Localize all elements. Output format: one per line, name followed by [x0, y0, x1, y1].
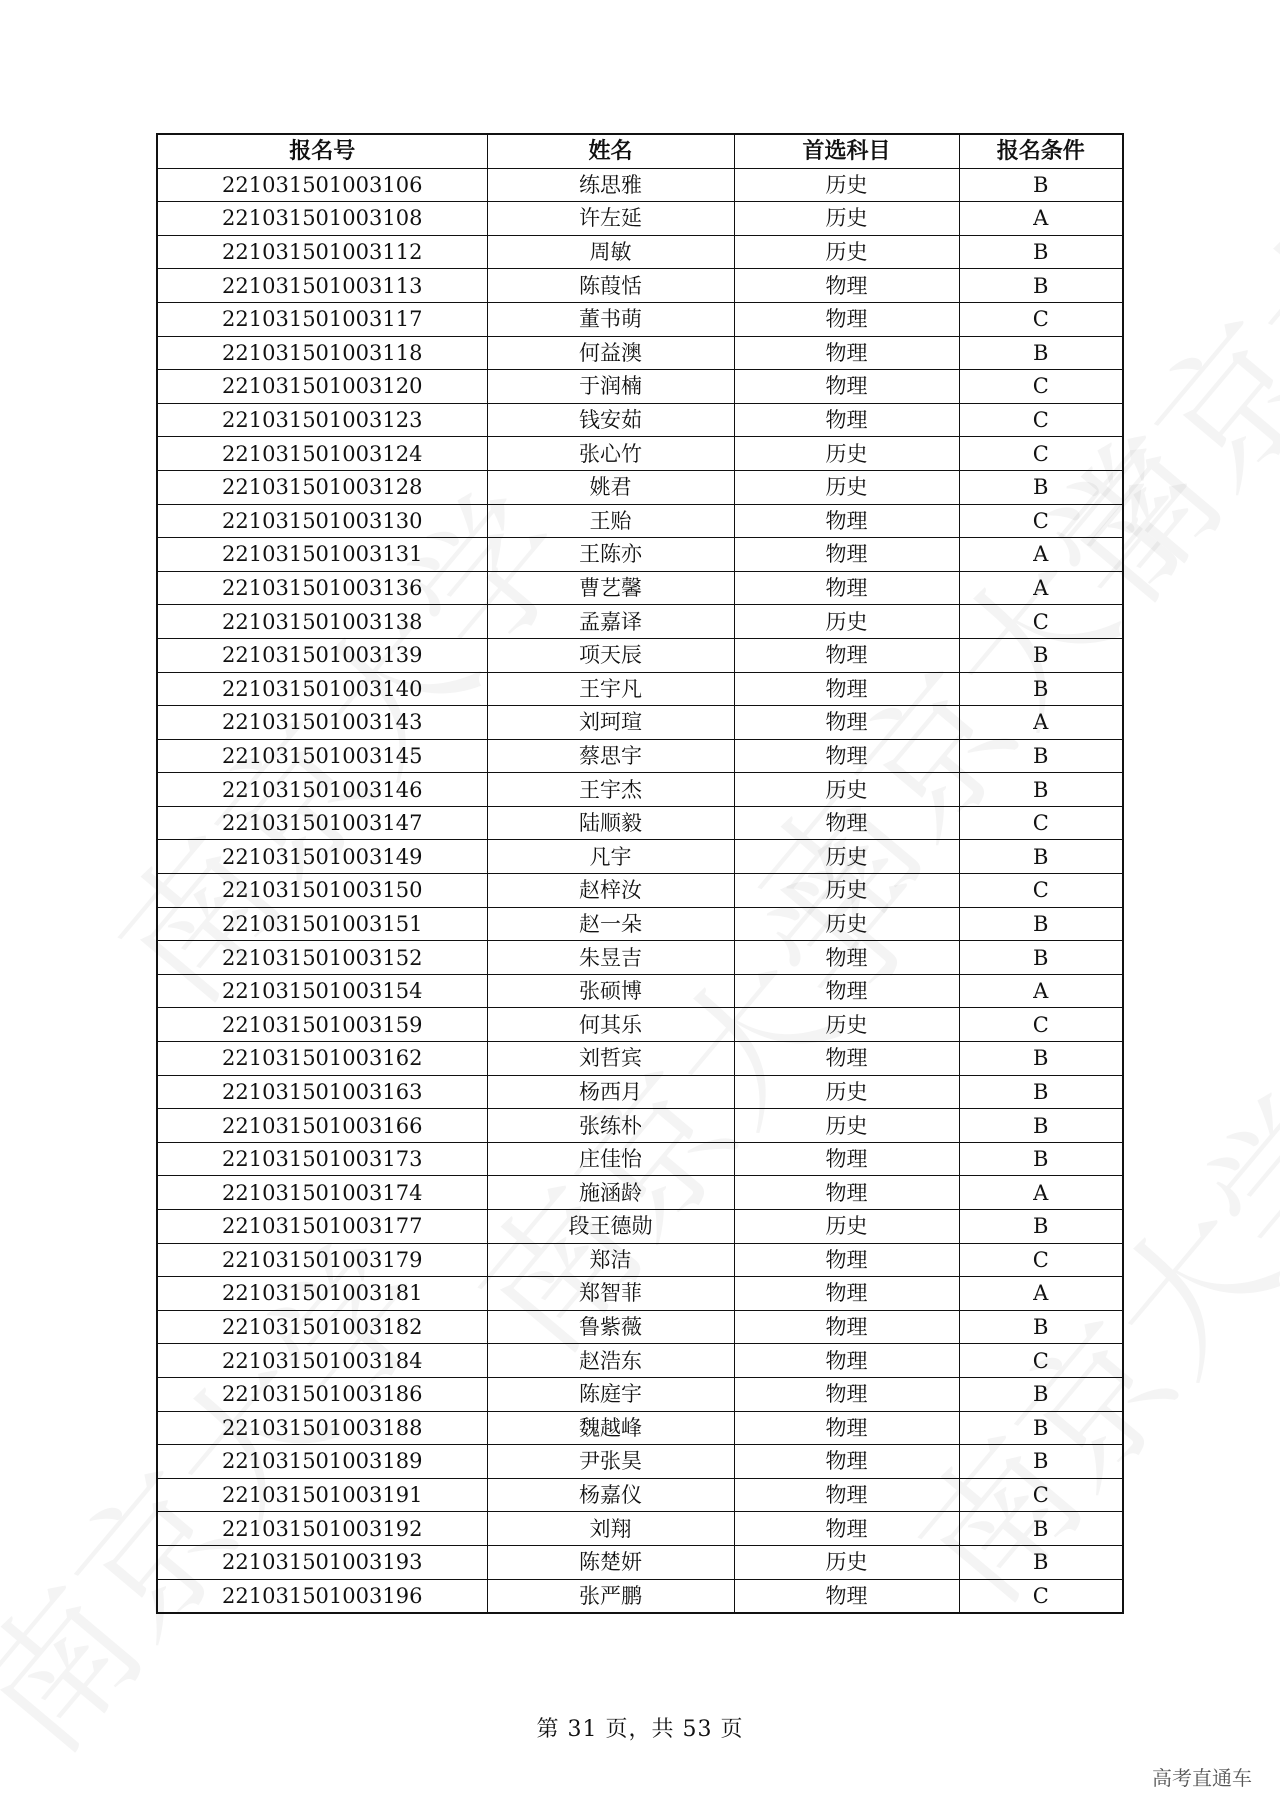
registration-condition-cell: B [959, 1310, 1123, 1344]
table-row [157, 538, 1123, 572]
registration-number-cell: 221031501003184 [157, 1344, 487, 1378]
table-row [157, 235, 1123, 269]
registration-number-cell: 221031501003140 [157, 672, 487, 706]
registration-condition-cell: A [959, 538, 1123, 572]
registration-number-cell: 221031501003188 [157, 1411, 487, 1445]
table-row [157, 773, 1123, 807]
registration-number-cell: 221031501003186 [157, 1377, 487, 1411]
registration-number-cell: 221031501003120 [157, 370, 487, 404]
registration-number-cell: 221031501003179 [157, 1243, 487, 1277]
registration-number-cell: 221031501003128 [157, 470, 487, 504]
table-row [157, 1579, 1123, 1613]
table-row [157, 437, 1123, 471]
table-row [157, 706, 1123, 740]
primary-subject-cell: 物理 [734, 1445, 959, 1479]
primary-subject-cell: 历史 [734, 874, 959, 908]
registration-number-cell: 221031501003193 [157, 1545, 487, 1579]
registration-number-cell: 221031501003143 [157, 706, 487, 740]
registration-condition-cell: B [959, 1545, 1123, 1579]
table-row [157, 403, 1123, 437]
name-cell: 施涵龄 [487, 1176, 734, 1210]
name-cell: 陈葭恬 [487, 269, 734, 303]
table-row [157, 168, 1123, 202]
registration-number-cell: 221031501003177 [157, 1210, 487, 1244]
name-cell: 于润楠 [487, 370, 734, 404]
primary-subject-cell: 物理 [734, 941, 959, 975]
registration-number-cell: 221031501003182 [157, 1310, 487, 1344]
registration-number-cell: 221031501003145 [157, 739, 487, 773]
name-cell: 张严鹏 [487, 1579, 734, 1613]
table-row [157, 1310, 1123, 1344]
name-cell: 赵一朵 [487, 907, 734, 941]
name-cell: 张心竹 [487, 437, 734, 471]
table-row [157, 1176, 1123, 1210]
primary-subject-cell: 历史 [734, 470, 959, 504]
registration-number-cell: 221031501003152 [157, 941, 487, 975]
registration-number-cell: 221031501003173 [157, 1142, 487, 1176]
table-row [157, 1445, 1123, 1479]
registration-condition-cell: A [959, 571, 1123, 605]
registration-number-cell: 221031501003130 [157, 504, 487, 538]
primary-subject-cell: 物理 [734, 1377, 959, 1411]
registration-condition-cell: C [959, 1579, 1123, 1613]
table-row [157, 605, 1123, 639]
table-row [157, 1008, 1123, 1042]
name-cell: 段王德勋 [487, 1210, 734, 1244]
registration-condition-cell: B [959, 470, 1123, 504]
table-row [157, 1377, 1123, 1411]
registration-number-cell: 221031501003149 [157, 840, 487, 874]
primary-subject-cell: 物理 [734, 336, 959, 370]
registration-condition-cell: B [959, 840, 1123, 874]
registration-number-cell: 221031501003136 [157, 571, 487, 605]
name-cell: 王宇凡 [487, 672, 734, 706]
name-cell: 蔡思宇 [487, 739, 734, 773]
registration-number-cell: 221031501003163 [157, 1075, 487, 1109]
name-cell: 庄佳怡 [487, 1142, 734, 1176]
registration-condition-cell: B [959, 1109, 1123, 1143]
primary-subject-cell: 历史 [734, 235, 959, 269]
primary-subject-cell: 物理 [734, 1411, 959, 1445]
table-row [157, 1411, 1123, 1445]
primary-subject-cell: 历史 [734, 1075, 959, 1109]
primary-subject-cell: 历史 [734, 437, 959, 471]
primary-subject-cell: 物理 [734, 706, 959, 740]
primary-subject-cell: 历史 [734, 1210, 959, 1244]
primary-subject-cell: 历史 [734, 1008, 959, 1042]
registration-number-cell: 221031501003138 [157, 605, 487, 639]
name-cell: 张练朴 [487, 1109, 734, 1143]
table-header-row [157, 134, 1123, 168]
registration-number-cell: 221031501003181 [157, 1277, 487, 1311]
primary-subject-cell: 历史 [734, 773, 959, 807]
primary-subject-cell: 物理 [734, 1512, 959, 1546]
table-row [157, 1277, 1123, 1311]
header-primary-subject: 首选科目 [734, 134, 959, 168]
registration-condition-cell: B [959, 336, 1123, 370]
primary-subject-cell: 物理 [734, 1478, 959, 1512]
table-row [157, 1344, 1123, 1378]
primary-subject-cell: 物理 [734, 571, 959, 605]
registration-number-cell: 221031501003159 [157, 1008, 487, 1042]
name-cell: 许左延 [487, 202, 734, 236]
table-row [157, 941, 1123, 975]
name-cell: 陈庭宇 [487, 1377, 734, 1411]
registration-condition-cell: B [959, 1411, 1123, 1445]
table-row [157, 1075, 1123, 1109]
registration-condition-cell: C [959, 1478, 1123, 1512]
registration-number-cell: 221031501003139 [157, 638, 487, 672]
registration-number-cell: 221031501003106 [157, 168, 487, 202]
header-name: 姓名 [487, 134, 734, 168]
table-row [157, 1243, 1123, 1277]
header-registration-number: 报名号 [157, 134, 487, 168]
primary-subject-cell: 物理 [734, 1042, 959, 1076]
registration-number-cell: 221031501003191 [157, 1478, 487, 1512]
registration-condition-cell: A [959, 1176, 1123, 1210]
name-cell: 王陈亦 [487, 538, 734, 572]
registration-number-cell: 221031501003196 [157, 1579, 487, 1613]
registration-condition-cell: C [959, 1008, 1123, 1042]
primary-subject-cell: 历史 [734, 840, 959, 874]
primary-subject-cell: 物理 [734, 538, 959, 572]
name-cell: 刘哲宾 [487, 1042, 734, 1076]
registration-condition-cell: B [959, 672, 1123, 706]
primary-subject-cell: 历史 [734, 1545, 959, 1579]
page-number: 第 31 页，共 53 页 [536, 1717, 744, 1742]
registration-number-cell: 221031501003146 [157, 773, 487, 807]
table-row [157, 1210, 1123, 1244]
table-row [157, 1545, 1123, 1579]
registration-condition-cell: B [959, 168, 1123, 202]
registration-condition-cell: A [959, 974, 1123, 1008]
registration-condition-cell: B [959, 1142, 1123, 1176]
registration-number-cell: 221031501003166 [157, 1109, 487, 1143]
name-cell: 周敏 [487, 235, 734, 269]
name-cell: 张硕博 [487, 974, 734, 1008]
table-row [157, 1109, 1123, 1143]
primary-subject-cell: 物理 [734, 638, 959, 672]
registration-condition-cell: B [959, 235, 1123, 269]
registration-number-cell: 221031501003108 [157, 202, 487, 236]
primary-subject-cell: 物理 [734, 1344, 959, 1378]
name-cell: 钱安茹 [487, 403, 734, 437]
table-row [157, 504, 1123, 538]
name-cell: 刘珂瑄 [487, 706, 734, 740]
primary-subject-cell: 物理 [734, 1277, 959, 1311]
name-cell: 郑智菲 [487, 1277, 734, 1311]
primary-subject-cell: 物理 [734, 370, 959, 404]
name-cell: 鲁紫薇 [487, 1310, 734, 1344]
table-row [157, 974, 1123, 1008]
registration-number-cell: 221031501003189 [157, 1445, 487, 1479]
registration-number-cell: 221031501003117 [157, 302, 487, 336]
primary-subject-cell: 物理 [734, 1579, 959, 1613]
registration-condition-cell: B [959, 638, 1123, 672]
table-row [157, 874, 1123, 908]
registration-number-cell: 221031501003131 [157, 538, 487, 572]
table-row [157, 1478, 1123, 1512]
registration-condition-cell: A [959, 706, 1123, 740]
registration-condition-cell: C [959, 437, 1123, 471]
registration-condition-cell: A [959, 202, 1123, 236]
name-cell: 王贻 [487, 504, 734, 538]
table-row [157, 672, 1123, 706]
registration-condition-cell: C [959, 504, 1123, 538]
registration-condition-cell: B [959, 907, 1123, 941]
table-row [157, 1042, 1123, 1076]
name-cell: 姚君 [487, 470, 734, 504]
primary-subject-cell: 历史 [734, 907, 959, 941]
primary-subject-cell: 物理 [734, 806, 959, 840]
name-cell: 陆顺毅 [487, 806, 734, 840]
table-row [157, 269, 1123, 303]
registration-number-cell: 221031501003151 [157, 907, 487, 941]
table-row [157, 1512, 1123, 1546]
registration-number-cell: 221031501003150 [157, 874, 487, 908]
name-cell: 王宇杰 [487, 773, 734, 807]
name-cell: 赵梓汝 [487, 874, 734, 908]
name-cell: 何其乐 [487, 1008, 734, 1042]
name-cell: 刘翔 [487, 1512, 734, 1546]
registration-condition-cell: C [959, 302, 1123, 336]
primary-subject-cell: 历史 [734, 202, 959, 236]
registration-condition-cell: C [959, 1344, 1123, 1378]
table-row [157, 806, 1123, 840]
name-cell: 董书萌 [487, 302, 734, 336]
registration-condition-cell: C [959, 1243, 1123, 1277]
name-cell: 赵浩东 [487, 1344, 734, 1378]
name-cell: 凡宇 [487, 840, 734, 874]
registration-condition-cell: A [959, 1277, 1123, 1311]
name-cell: 孟嘉译 [487, 605, 734, 639]
registration-condition-cell: B [959, 1042, 1123, 1076]
registration-number-cell: 221031501003124 [157, 437, 487, 471]
registration-condition-cell: B [959, 1377, 1123, 1411]
primary-subject-cell: 物理 [734, 974, 959, 1008]
table-body [157, 168, 1123, 1613]
table-row [157, 470, 1123, 504]
name-cell: 魏越峰 [487, 1411, 734, 1445]
registration-condition-cell: B [959, 1075, 1123, 1109]
registration-number-cell: 221031501003123 [157, 403, 487, 437]
name-cell: 尹张昊 [487, 1445, 734, 1479]
registration-number-cell: 221031501003112 [157, 235, 487, 269]
registration-condition-cell: B [959, 269, 1123, 303]
name-cell: 练思雅 [487, 168, 734, 202]
table-row [157, 739, 1123, 773]
name-cell: 陈楚妍 [487, 1545, 734, 1579]
registration-condition-cell: C [959, 370, 1123, 404]
brand-label: 高考直通车 [1152, 1766, 1252, 1790]
primary-subject-cell: 物理 [734, 504, 959, 538]
table-row [157, 571, 1123, 605]
primary-subject-cell: 物理 [734, 1176, 959, 1210]
primary-subject-cell: 物理 [734, 739, 959, 773]
table-row [157, 336, 1123, 370]
registration-number-cell: 221031501003147 [157, 806, 487, 840]
registration-condition-cell: B [959, 773, 1123, 807]
name-cell: 杨嘉仪 [487, 1478, 734, 1512]
registration-number-cell: 221031501003162 [157, 1042, 487, 1076]
primary-subject-cell: 物理 [734, 269, 959, 303]
primary-subject-cell: 物理 [734, 1142, 959, 1176]
table-row [157, 370, 1123, 404]
name-cell: 曹艺馨 [487, 571, 734, 605]
primary-subject-cell: 历史 [734, 1109, 959, 1143]
primary-subject-cell: 历史 [734, 605, 959, 639]
name-cell: 项天辰 [487, 638, 734, 672]
registration-number-cell: 221031501003174 [157, 1176, 487, 1210]
roster-table [156, 133, 1124, 1614]
registration-condition-cell: B [959, 1445, 1123, 1479]
registration-condition-cell: B [959, 1512, 1123, 1546]
registration-condition-cell: C [959, 806, 1123, 840]
primary-subject-cell: 物理 [734, 302, 959, 336]
table-row [157, 907, 1123, 941]
primary-subject-cell: 物理 [734, 1310, 959, 1344]
name-cell: 朱昱吉 [487, 941, 734, 975]
primary-subject-cell: 历史 [734, 168, 959, 202]
registration-condition-cell: B [959, 739, 1123, 773]
table-row [157, 840, 1123, 874]
registration-number-cell: 221031501003113 [157, 269, 487, 303]
primary-subject-cell: 物理 [734, 403, 959, 437]
registration-condition-cell: C [959, 403, 1123, 437]
registration-condition-cell: B [959, 941, 1123, 975]
name-cell: 郑洁 [487, 1243, 734, 1277]
name-cell: 杨西月 [487, 1075, 734, 1109]
registration-number-cell: 221031501003154 [157, 974, 487, 1008]
registration-condition-cell: C [959, 874, 1123, 908]
primary-subject-cell: 物理 [734, 672, 959, 706]
table-row [157, 638, 1123, 672]
registration-condition-cell: B [959, 1210, 1123, 1244]
table-row [157, 1142, 1123, 1176]
primary-subject-cell: 物理 [734, 1243, 959, 1277]
table-row [157, 302, 1123, 336]
registration-number-cell: 221031501003118 [157, 336, 487, 370]
registration-condition-cell: C [959, 605, 1123, 639]
registration-number-cell: 221031501003192 [157, 1512, 487, 1546]
header-registration-condition: 报名条件 [959, 134, 1123, 168]
table-row [157, 202, 1123, 236]
name-cell: 何益澳 [487, 336, 734, 370]
